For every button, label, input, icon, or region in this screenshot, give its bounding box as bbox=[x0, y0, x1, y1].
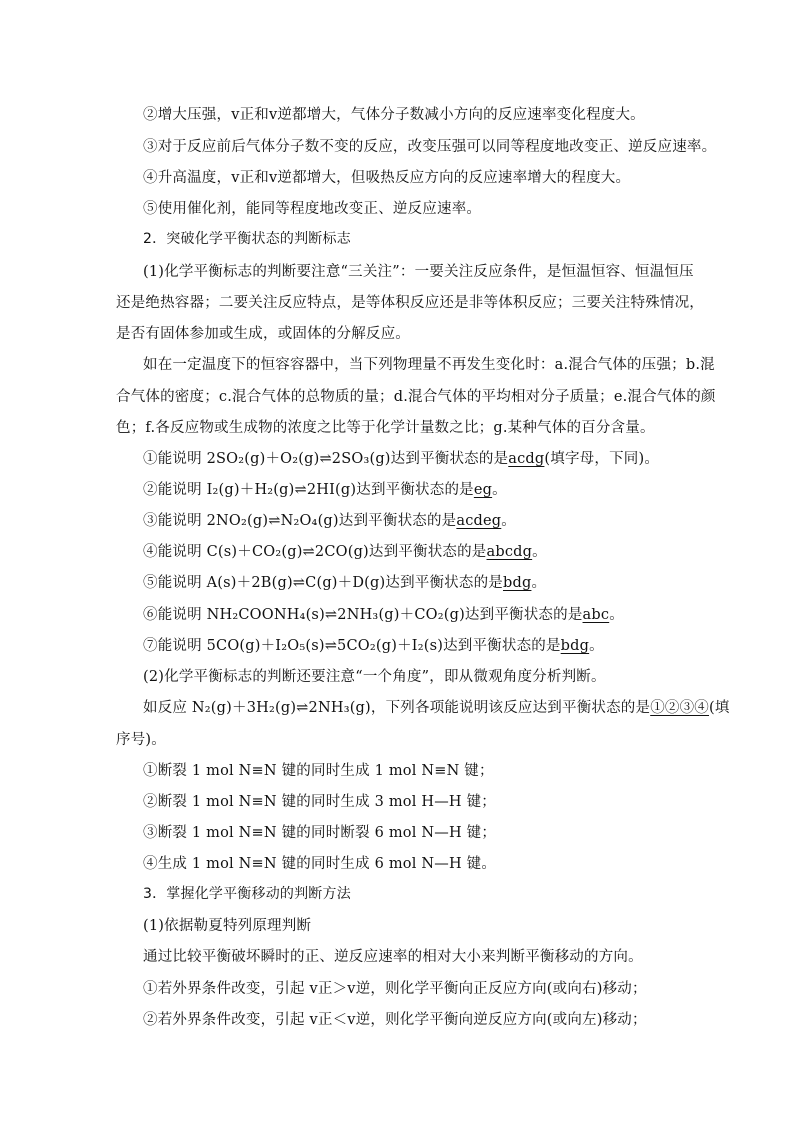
option-line: ①断裂 1 mol N≡N 键的同时生成 1 mol N≡N 键； bbox=[143, 763, 494, 779]
answer-blank: acdeg bbox=[456, 513, 502, 529]
text-line: 是否有固体参加或生成，或固体的分解反应。 bbox=[116, 326, 410, 342]
option-line: ③断裂 1 mol N≡N 键的同时断裂 6 mol N—H 键； bbox=[143, 825, 497, 841]
answer-blank: abcdg bbox=[486, 544, 533, 560]
text-line: 合气体的密度；c.混合气体的总物质的量；d.混合气体的平均相对分子质量；e.混合气体的颜 bbox=[116, 389, 716, 405]
text-line: ③对于反应前后气体分子数不变的反应，改变压强可以同等程度地改变正、逆反应速率。 bbox=[143, 139, 717, 155]
text-line: ②若外界条件改变，引起 v正＜v逆，则化学平衡向逆反应方向(或向左)移动； bbox=[143, 1012, 647, 1028]
question-line: ⑦能说明 5CO(g)＋I₂O₅(s)⇌5CO₂(g)＋I₂(s)达到平衡状态的是bdg。 bbox=[143, 638, 604, 654]
question-line: ④能说明 C(s)＋CO₂(g)⇌2CO(g)达到平衡状态的是abcdg。 bbox=[143, 544, 547, 560]
text-line: ⑤使用催化剂，能同等程度地改变正、逆反应速率。 bbox=[143, 201, 482, 217]
text-line: (1)化学平衡标志的判断要注意“三关注”：一要关注反应条件，是恒温恒容、恒温恒压 bbox=[143, 264, 694, 280]
text-line: 序号)。 bbox=[116, 732, 166, 748]
question-line: ⑥能说明 NH₂COONH₄(s)⇌2NH₃(g)＋CO₂(g)达到平衡状态的是abc。 bbox=[143, 607, 624, 623]
answer-blank: bdg bbox=[560, 638, 590, 654]
section-heading: 3．掌握化学平衡移动的判断方法 bbox=[143, 886, 351, 902]
answer-blank: bdg bbox=[502, 575, 532, 591]
text-line: (1)依据勒夏特列原理判断 bbox=[143, 918, 312, 934]
option-line: ④生成 1 mol N≡N 键的同时生成 6 mol N—H 键。 bbox=[143, 856, 497, 872]
text-line: (2)化学平衡标志的判断还要注意“一个角度”，即从微观角度分析判断。 bbox=[143, 669, 606, 685]
text-line: 通过比较平衡破坏瞬时的正、逆反应速率的相对大小来判断平衡移动的方向。 bbox=[143, 949, 643, 965]
text-line: 还是绝热容器；二要关注反应特点，是等体积反应还是非等体积反应；三要关注特殊情况， bbox=[116, 295, 704, 311]
option-line: ②断裂 1 mol N≡N 键的同时生成 3 mol H—H 键； bbox=[143, 794, 496, 810]
text-line: ①若外界条件改变，引起 v正＞v逆，则化学平衡向正反应方向(或向右)移动； bbox=[143, 981, 647, 997]
text-line: 色；f.各反应物或生成物的浓度之比等于化学计量数之比；g.某种气体的百分含量。 bbox=[116, 420, 655, 436]
answer-blank: eg bbox=[473, 482, 493, 498]
text-line: 如在一定温度下的恒容容器中，当下列物理量不再发生变化时：a.混合气体的压强；b.混 bbox=[143, 357, 715, 373]
question-line: 如反应 N₂(g)＋3H₂(g)⇌2NH₃(g)，下列各项能说明该反应达到平衡状态的是①②③④(填 bbox=[143, 700, 730, 716]
section-heading: 2．突破化学平衡状态的判断标志 bbox=[143, 231, 351, 247]
question-line: ⑤能说明 A(s)＋2B(g)⇌C(g)＋D(g)达到平衡状态的是bdg。 bbox=[143, 575, 547, 591]
answer-blank: abc bbox=[582, 607, 610, 623]
answer-blank: acdg bbox=[508, 451, 545, 467]
text-line: ④升高温度，v正和v逆都增大，但吸热反应方向的反应速率增大的程度大。 bbox=[143, 170, 631, 186]
answer-blank: ①②③④ bbox=[650, 700, 710, 716]
text-line: ②增大压强，v正和v逆都增大，气体分子数减小方向的反应速率变化程度大。 bbox=[143, 107, 645, 123]
question-line: ③能说明 2NO₂(g)⇌N₂O₄(g)达到平衡状态的是acdeg。 bbox=[143, 513, 516, 529]
question-line: ②能说明 I₂(g)＋H₂(g)⇌2HI(g)达到平衡状态的是eg。 bbox=[143, 482, 507, 498]
question-line: ①能说明 2SO₂(g)＋O₂(g)⇌2SO₃(g)达到平衡状态的是acdg(填字母，下同)。 bbox=[143, 451, 660, 467]
